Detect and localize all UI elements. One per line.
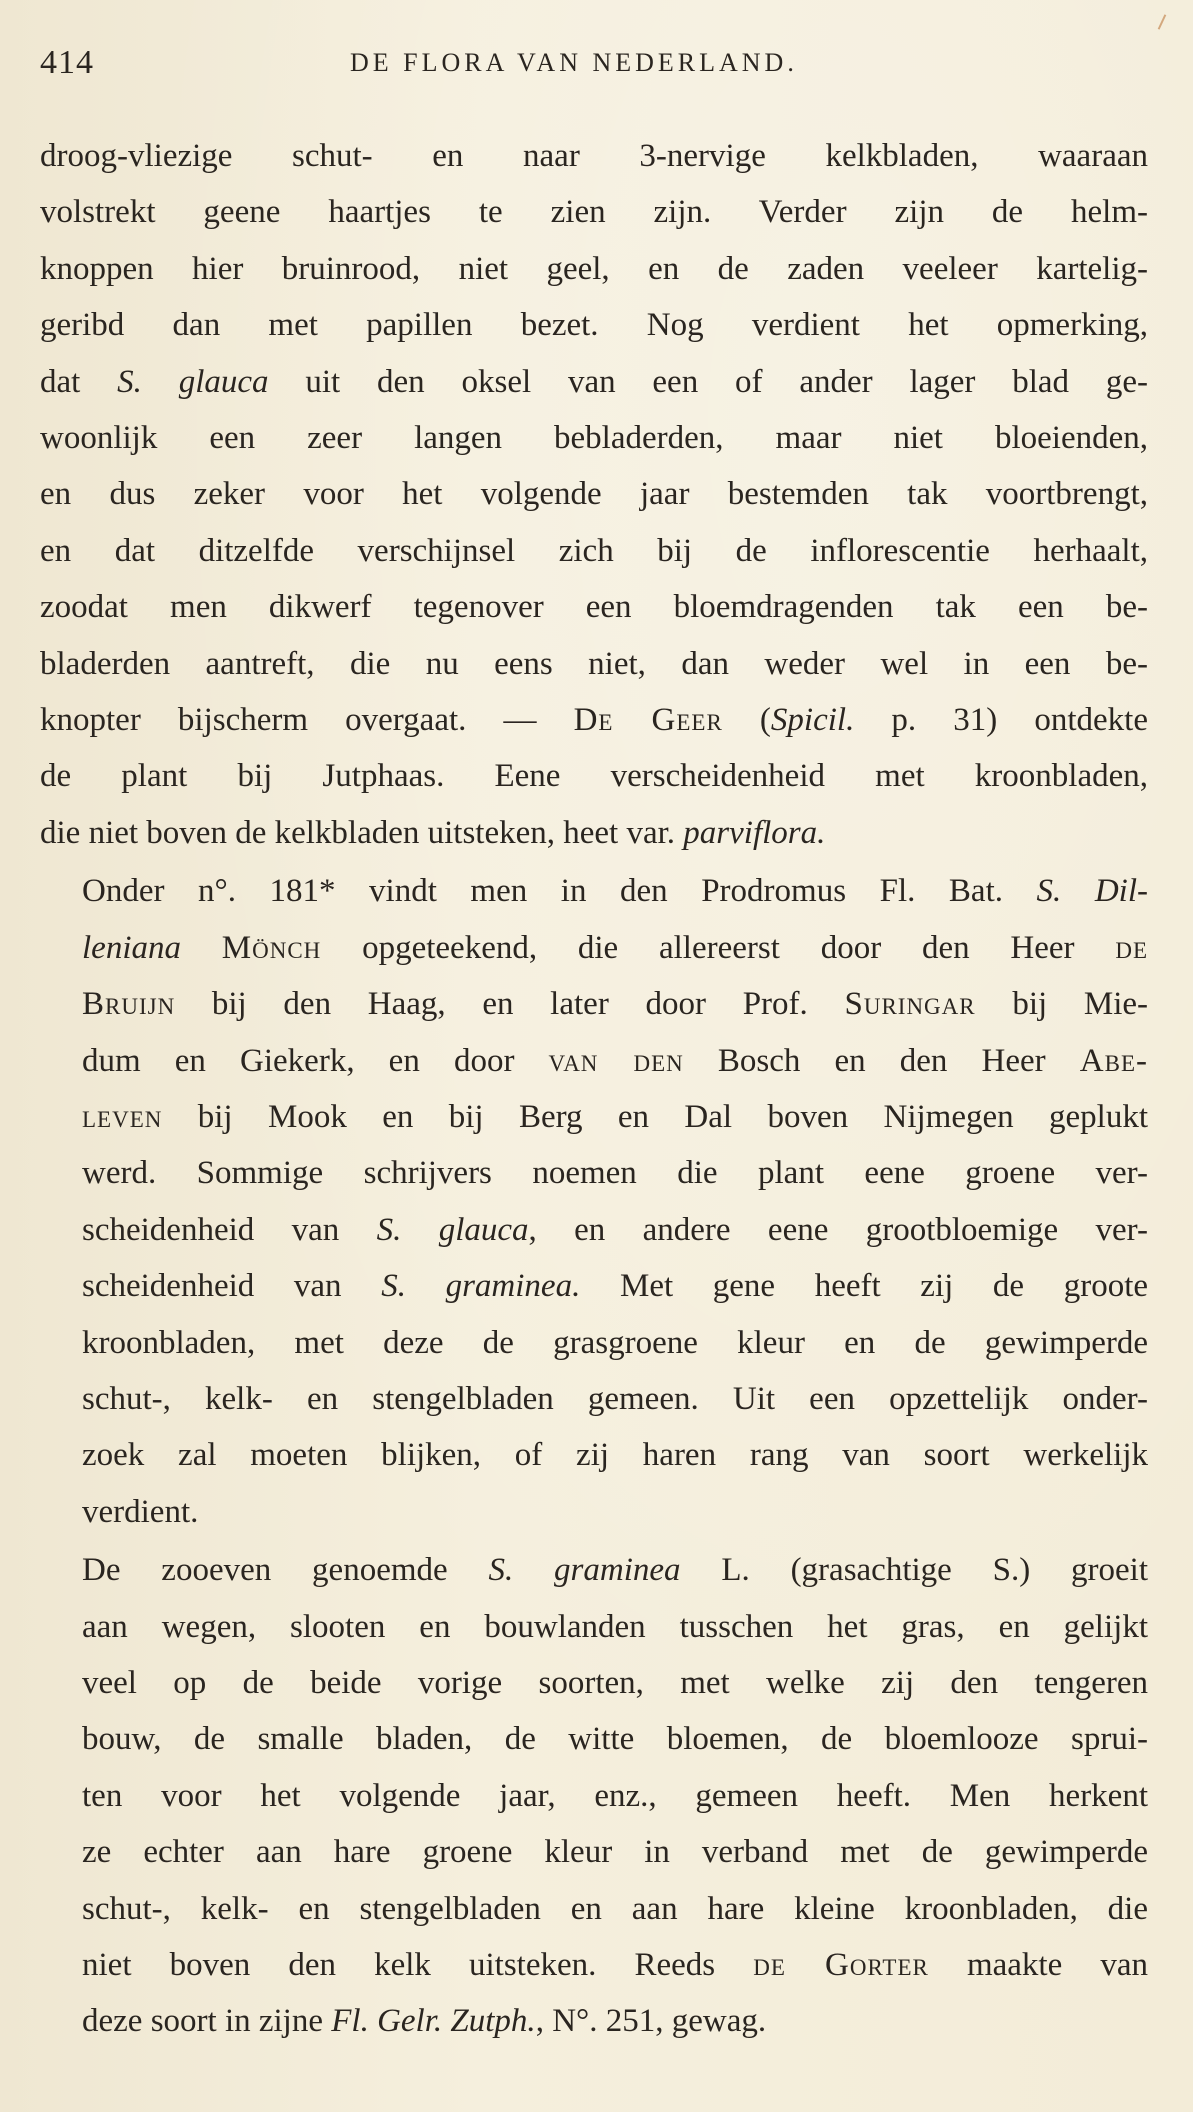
running-head: DE FLORA VAN NEDERLAND. <box>350 48 798 77</box>
text-line <box>40 1824 1148 1880</box>
text-run: ten voor het volgende jaar, enz., gemeen heeft. Men herkent <box>82 1777 1148 1814</box>
text-run: aan wegen, slooten en bouwlanden tusschen het gras, en gelijkt <box>82 1608 1148 1645</box>
paragraph <box>40 128 1148 861</box>
text-run: p. 31) ontdekte <box>854 702 1148 739</box>
italic-text: Fl. Gelr. Zutph. <box>331 2003 536 2040</box>
text-line <box>40 1202 1148 1258</box>
page-number: 414 <box>40 44 94 81</box>
small-caps-text: de <box>1115 929 1148 966</box>
text-line <box>40 523 1148 579</box>
text-run: de plant bij Jutphaas. Eene verscheidenheid met kroonbladen, <box>40 758 1148 795</box>
text-run: en dus zeker voor het volgende jaar bestemden tak voortbrengt, <box>40 476 1148 513</box>
text-run: werd. Sommige schrijvers noemen die plant eene groene ver- <box>82 1155 1148 1192</box>
text-line <box>40 1993 1148 2049</box>
text-run: geribd dan met papillen bezet. Nog verdient het opmerking, <box>40 307 1148 344</box>
text-run: bouw, de smalle bladen, de witte bloemen, de bloemlooze sprui- <box>82 1721 1148 1758</box>
text-line <box>40 466 1148 522</box>
text-run: kroonbladen, met deze de grasgroene kleur en de gewimperde <box>82 1324 1148 1361</box>
text-run: zoek zal moeten blijken, of zij haren rang van soort werkelijk <box>82 1437 1148 1474</box>
text-run: knoppen hier bruinrood, niet geel, en de zaden veeleer kartelig- <box>40 250 1148 287</box>
italic-text: S. graminea. <box>381 1268 581 1305</box>
text-run: schut-, kelk- en stengelbladen gemeen. Uit een opzettelijk onder- <box>82 1380 1148 1417</box>
text-run: ( <box>722 702 771 739</box>
text-line <box>40 579 1148 635</box>
text-run: bij Mook en bij Berg en Dal boven Nijmegen geplukt <box>162 1098 1148 1135</box>
italic-text: S. glauca <box>117 363 269 400</box>
text-line <box>40 863 1148 919</box>
text-line <box>40 976 1148 1032</box>
text-run: verdient. <box>82 1493 199 1530</box>
page-header <box>40 44 1160 84</box>
text-run: L. (grasachtige S.) groeit <box>680 1552 1148 1589</box>
small-caps-text: Abe- <box>1079 1042 1148 1079</box>
text-run: zoodat men dikwerf tegenover een bloemdragenden tak een be- <box>40 589 1148 626</box>
text-run: scheidenheid van <box>82 1268 382 1305</box>
small-caps-text: leven <box>82 1098 163 1135</box>
text-run: dum en Giekerk, en door <box>82 1042 549 1079</box>
text-line <box>40 1881 1148 1937</box>
text-line <box>40 128 1148 184</box>
text-run: bladerden aantreft, die nu eens niet, dan weder wel in een be- <box>40 645 1148 682</box>
text-line <box>40 354 1148 410</box>
paragraph <box>40 1542 1148 2050</box>
text-line <box>40 1258 1148 1314</box>
text-line <box>40 1427 1148 1483</box>
text-run: ze echter aan hare groene kleur in verband met de gewimperde <box>82 1834 1148 1871</box>
text-run: Met gene heeft zij de groote <box>580 1268 1149 1305</box>
text-line <box>40 1484 1148 1540</box>
italic-text: S. glauca <box>376 1211 529 1248</box>
text-run: schut-, kelk- en stengelbladen en aan hare kleine kroonbladen, die <box>82 1890 1148 1927</box>
text-run: De zooeven genoemde <box>82 1552 489 1589</box>
italic-text: parviflora. <box>683 814 826 851</box>
small-caps-text: De Geer <box>573 702 723 739</box>
text-run: volstrekt geene haartjes te zien zijn. Verder zijn de helm- <box>40 194 1148 231</box>
text-line <box>40 1655 1148 1711</box>
text-run: scheidenheid van <box>82 1211 377 1248</box>
text-line <box>40 1711 1148 1767</box>
text-line <box>40 184 1148 240</box>
margin-mark <box>1158 14 1167 29</box>
italic-text: S. Dil- <box>1036 873 1148 910</box>
text-line <box>40 1542 1148 1598</box>
text-run: maakte van <box>928 1947 1148 1983</box>
text-run: woonlijk een zeer langen bebladerden, maar niet bloeienden, <box>40 420 1148 457</box>
text-line <box>40 1145 1148 1201</box>
text-run: deze soort in zijne <box>82 2003 332 2040</box>
small-caps-text: Suringar <box>844 986 976 1023</box>
text-line <box>40 920 1148 976</box>
text-line <box>40 1768 1148 1824</box>
text-line <box>40 748 1148 804</box>
text-run: en dat ditzelfde verschijnsel zich bij de inflorescentie herhaalt, <box>40 532 1148 569</box>
text-run: , en andere eene grootbloemige ver- <box>528 1211 1148 1248</box>
text-line <box>40 636 1148 692</box>
text-run: opgeteekend, die allereerst door den Heer <box>321 929 1116 966</box>
italic-text: leniana <box>82 929 181 966</box>
text-line <box>40 1599 1148 1655</box>
text-run: bij den Haag, en later door Prof. <box>175 986 845 1023</box>
text-run: die niet boven de kelkbladen uitsteken, heet var. <box>40 814 684 851</box>
text-line <box>40 1937 1148 1993</box>
text-line <box>40 241 1148 297</box>
text-run: knopter bijscherm overgaat. — <box>40 702 574 739</box>
paragraph <box>40 863 1148 1540</box>
text-run <box>181 930 222 966</box>
text-run: niet boven den kelk uitsteken. Reeds <box>82 1947 754 1983</box>
small-caps-text: de Gorter <box>753 1947 929 1983</box>
text-line <box>40 1033 1148 1089</box>
text-run: bij Mie- <box>975 986 1149 1023</box>
text-line <box>40 410 1148 466</box>
text-run: dat <box>40 363 118 400</box>
text-run: Bosch en den Heer <box>683 1042 1080 1079</box>
text-run: uit den oksel van een of ander lager blad ge- <box>268 363 1148 400</box>
small-caps-text: Bruijn <box>82 986 176 1023</box>
text-run: , N°. 251, gewag. <box>535 2003 767 2040</box>
text-line <box>40 297 1148 353</box>
text-run: veel op de beide vorige soorten, met welke zij den tengeren <box>82 1664 1148 1701</box>
small-caps-text: van den <box>548 1042 684 1079</box>
small-caps-text: Mönch <box>221 929 322 966</box>
text-line <box>40 1315 1148 1371</box>
text-run: Onder n°. 181* vindt men in den Prodromus Fl. Bat. <box>82 873 1037 910</box>
text-line <box>40 805 1148 861</box>
italic-text: S. graminea <box>488 1552 681 1589</box>
text-line <box>40 1089 1148 1145</box>
body-text <box>40 128 1148 2050</box>
italic-text: Spicil. <box>770 702 855 739</box>
text-line <box>40 692 1148 748</box>
text-run: droog-vliezige schut- en naar 3-nervige kelkbladen, waaraan <box>40 138 1148 174</box>
text-line <box>40 1371 1148 1427</box>
